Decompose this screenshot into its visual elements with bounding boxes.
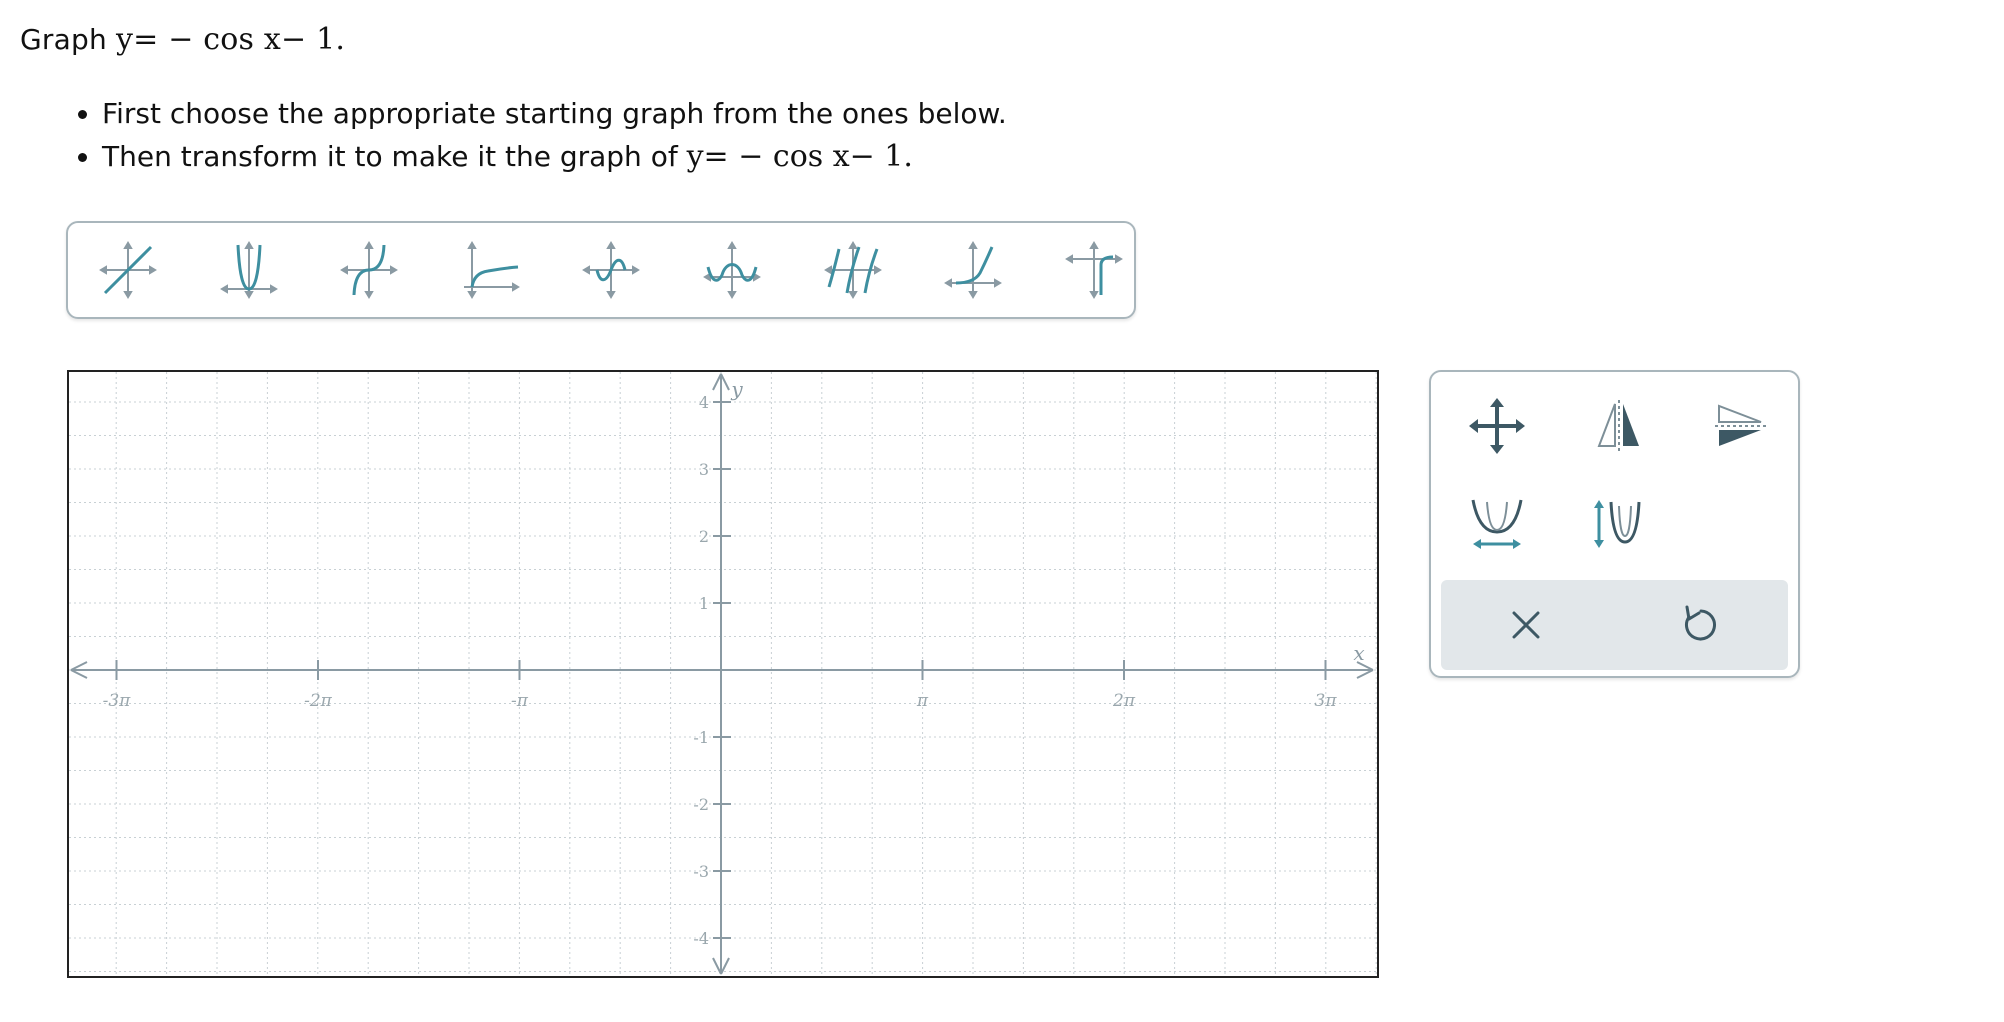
reflect-horizontal-tool-button[interactable] [1587, 394, 1651, 458]
reflect-vertical-tool-button[interactable] [1709, 394, 1773, 458]
y-tick-label: 3 [698, 460, 709, 479]
palette-sine[interactable] [578, 237, 644, 303]
clear-button[interactable] [1494, 593, 1558, 657]
y-tick-label: 4 [698, 393, 709, 412]
palette-parabola[interactable] [216, 237, 282, 303]
problem-prompt [20, 22, 345, 57]
palette-tangent[interactable] [820, 237, 886, 303]
sine-graph-icon [578, 237, 644, 303]
parabola-graph-icon [216, 237, 282, 303]
tangent-graph-icon [820, 237, 886, 303]
x-tick-label: -π [511, 691, 528, 711]
palette-cosine[interactable] [699, 237, 765, 303]
reflect-vertical-icon [1709, 394, 1773, 458]
palette-absolute-value[interactable] [940, 237, 1006, 303]
stretch-horizontal-icon [1465, 492, 1529, 556]
reflect-horizontal-icon [1587, 394, 1651, 458]
transformation-tools-panel [1429, 370, 1800, 678]
stretch-horizontal-tool-button[interactable] [1465, 492, 1529, 556]
x-tick-label: 3π [1314, 691, 1337, 711]
linear-graph-icon [95, 237, 161, 303]
prompt-lead: Graph [20, 23, 107, 56]
palette-cubic[interactable] [336, 237, 402, 303]
x-tick-label: π [916, 691, 929, 711]
clear-icon [1494, 593, 1558, 657]
palette-square-root[interactable] [458, 237, 524, 303]
x-axis-label: x [1353, 641, 1365, 665]
starting-graph-palette [66, 221, 1136, 319]
grid [69, 372, 1377, 976]
y-tick-label: 2 [698, 527, 709, 546]
y-tick-label: -3 [693, 862, 709, 881]
graph-area[interactable] [67, 370, 1379, 978]
prompt-equation: y= − cos x− 1. [116, 22, 346, 57]
instruction-equation: y= − cos x− 1. [686, 139, 913, 174]
y-tick-label: -4 [693, 929, 709, 948]
palette-linear[interactable] [95, 237, 161, 303]
absolute-value-graph-icon [940, 237, 1006, 303]
move-tool-button[interactable] [1465, 394, 1529, 458]
x-tick-label: -2π [304, 691, 332, 711]
undo-button[interactable] [1667, 593, 1731, 657]
square-root-graph-icon [458, 237, 524, 303]
undo-icon [1667, 593, 1731, 657]
y-tick-label: -1 [693, 728, 709, 747]
stretch-vertical-icon [1587, 492, 1651, 556]
instruction-list [64, 92, 1007, 178]
axes [71, 374, 1373, 974]
cubic-graph-icon [336, 237, 402, 303]
instruction-item [102, 135, 1007, 178]
y-tick-label: -2 [693, 795, 709, 814]
palette-step[interactable] [1061, 237, 1127, 303]
tick-labels [103, 377, 1365, 948]
instruction-text: First choose the appropriate starting graph from the ones below. [102, 97, 1007, 130]
x-tick-label: 2π [1113, 691, 1135, 711]
coordinate-plane[interactable] [69, 372, 1377, 976]
tools-footer [1441, 580, 1788, 670]
move-icon [1465, 394, 1529, 458]
stretch-vertical-tool-button[interactable] [1587, 492, 1651, 556]
y-axis-label: y [731, 377, 743, 401]
instruction-text: Then transform it to make it the graph of [102, 140, 678, 173]
x-tick-label: -3π [102, 691, 131, 711]
step-graph-icon [1061, 237, 1127, 303]
y-tick-label: 1 [698, 594, 709, 613]
cosine-graph-icon [699, 237, 765, 303]
instruction-item [102, 92, 1007, 135]
